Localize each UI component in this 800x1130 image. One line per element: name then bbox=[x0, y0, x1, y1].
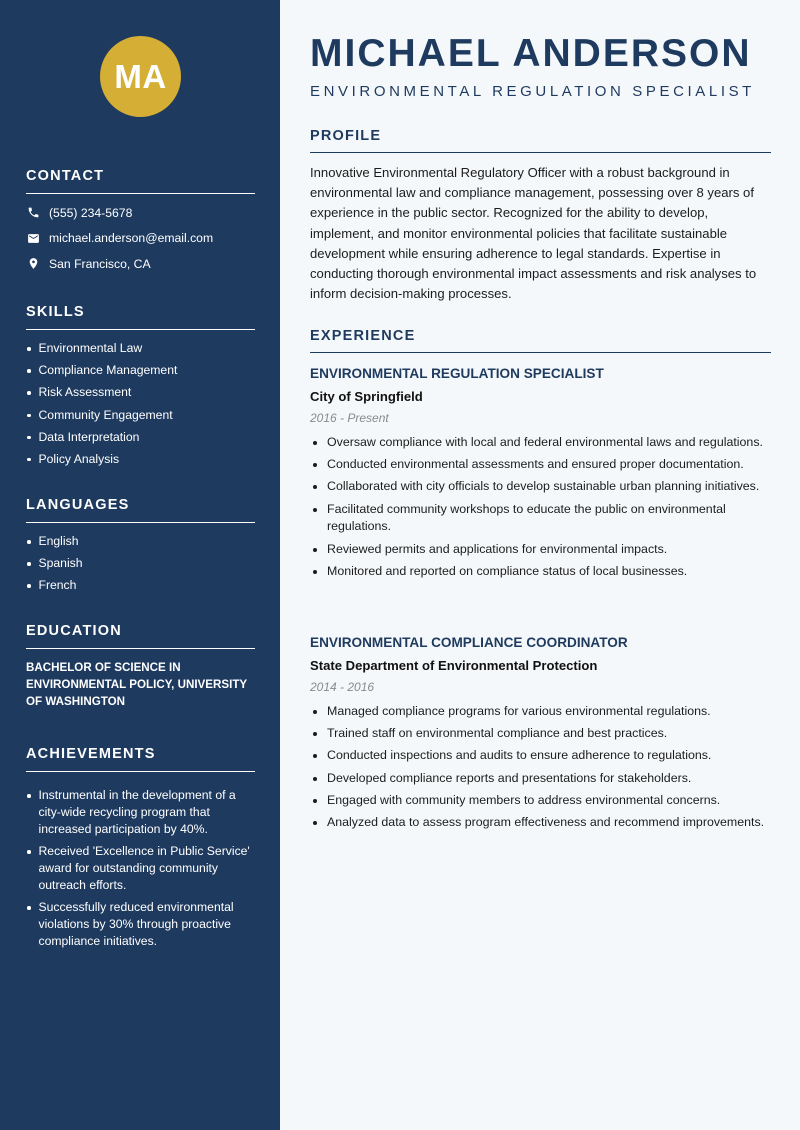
skill-item: Policy Analysis bbox=[26, 451, 255, 473]
job-organization: State Department of Environmental Protection bbox=[310, 658, 598, 673]
education-section bbox=[26, 623, 255, 710]
job-bullets bbox=[310, 434, 771, 581]
profile-heading: PROFILE bbox=[310, 128, 771, 153]
skills-list bbox=[26, 340, 255, 473]
sidebar bbox=[0, 0, 280, 1130]
contact-location-text: San Francisco, CA bbox=[49, 256, 151, 271]
achievement-item: Received 'Excellence in Public Service' award for outstanding community outreach efforts. bbox=[26, 843, 255, 894]
avatar: MA bbox=[100, 36, 181, 117]
education-heading: EDUCATION bbox=[26, 623, 255, 649]
skill-item: Data Interpretation bbox=[26, 429, 255, 451]
mail-icon bbox=[26, 231, 40, 245]
language-item: French bbox=[26, 577, 255, 599]
job-title: ENVIRONMENTAL COMPLIANCE COORDINATOR bbox=[310, 635, 628, 650]
achievement-item: Successfully reduced environmental violations by 30% through proactive compliance initiatives. bbox=[26, 899, 255, 950]
contact-email bbox=[26, 226, 255, 252]
language-item: English bbox=[26, 533, 255, 555]
education-degree: BACHELOR OF SCIENCE IN ENVIRONMENTAL POLICY, UNIVERSITY OF WASHINGTON bbox=[26, 661, 247, 708]
achievements-list bbox=[26, 787, 255, 950]
skill-item: Environmental Law bbox=[26, 340, 255, 362]
job-bullet: Engaged with community members to address environmental concerns. bbox=[310, 792, 771, 810]
job-bullet: Monitored and reported on compliance status of local businesses. bbox=[310, 563, 771, 581]
contact-location bbox=[26, 251, 255, 277]
job-bullet: Reviewed permits and applications for environmental impacts. bbox=[310, 541, 771, 559]
languages-section bbox=[26, 497, 255, 600]
job-title: ENVIRONMENTAL REGULATION SPECIALIST bbox=[310, 366, 604, 381]
skill-item: Risk Assessment bbox=[26, 384, 255, 406]
contact-phone bbox=[26, 200, 255, 226]
job-bullet: Facilitated community workshops to educate the public on environmental regulations. bbox=[310, 501, 771, 537]
languages-list bbox=[26, 533, 255, 600]
job-bullet: Conducted environmental assessments and ensured proper documentation. bbox=[310, 456, 771, 474]
job-entry bbox=[310, 366, 771, 585]
job-bullet: Oversaw compliance with local and federal environmental laws and regulations. bbox=[310, 434, 771, 452]
job-bullet: Collaborated with city officials to develop sustainable urban planning initiatives. bbox=[310, 478, 771, 496]
job-bullet: Conducted inspections and audits to ensure adherence to regulations. bbox=[310, 747, 771, 765]
skill-item: Compliance Management bbox=[26, 362, 255, 384]
job-dates: 2016 - Present bbox=[310, 411, 389, 425]
phone-icon bbox=[26, 206, 40, 220]
languages-heading: LANGUAGES bbox=[26, 497, 255, 523]
contact-heading: CONTACT bbox=[26, 168, 255, 194]
job-bullet: Trained staff on environmental compliance and best practices. bbox=[310, 725, 771, 743]
skills-heading: SKILLS bbox=[26, 304, 255, 330]
skill-item: Community Engagement bbox=[26, 407, 255, 429]
job-bullet: Managed compliance programs for various environmental regulations. bbox=[310, 703, 771, 721]
job-bullet: Analyzed data to assess program effectiveness and recommend improvements. bbox=[310, 814, 771, 832]
achievement-item: Instrumental in the development of a city-wide recycling program that increased participation by 40%. bbox=[26, 787, 255, 838]
contact-section bbox=[26, 168, 255, 277]
job-bullet: Developed compliance reports and presentations for stakeholders. bbox=[310, 770, 771, 788]
contact-phone-text: (555) 234-5678 bbox=[49, 205, 133, 220]
contact-email-text: michael.anderson@email.com bbox=[49, 231, 214, 246]
job-dates: 2014 - 2016 bbox=[310, 680, 375, 694]
achievements-heading: ACHIEVEMENTS bbox=[26, 746, 255, 772]
job-title-header: ENVIRONMENTAL REGULATION SPECIALIST bbox=[310, 83, 755, 100]
skills-section bbox=[26, 304, 255, 473]
language-item: Spanish bbox=[26, 555, 255, 577]
person-name: MICHAEL ANDERSON bbox=[310, 32, 752, 75]
experience-heading: EXPERIENCE bbox=[310, 328, 771, 353]
profile-text: Innovative Environmental Regulatory Officer with a robust background in environmental law and compliance management, possessing over 8 years of experience in the public sector. Recognized for the ability to develop, implement, and monitor environmental policies that facilitate sustainable development while ensuring adherence to legal standards. Expertise in conducting thorough environmental impact assessments and risk analyses to inform decision-making processes. bbox=[310, 165, 757, 302]
location-pin-icon bbox=[26, 257, 40, 271]
job-entry bbox=[310, 635, 771, 836]
job-bullets bbox=[310, 703, 771, 832]
job-organization: City of Springfield bbox=[310, 389, 423, 404]
achievements-section bbox=[26, 746, 255, 955]
